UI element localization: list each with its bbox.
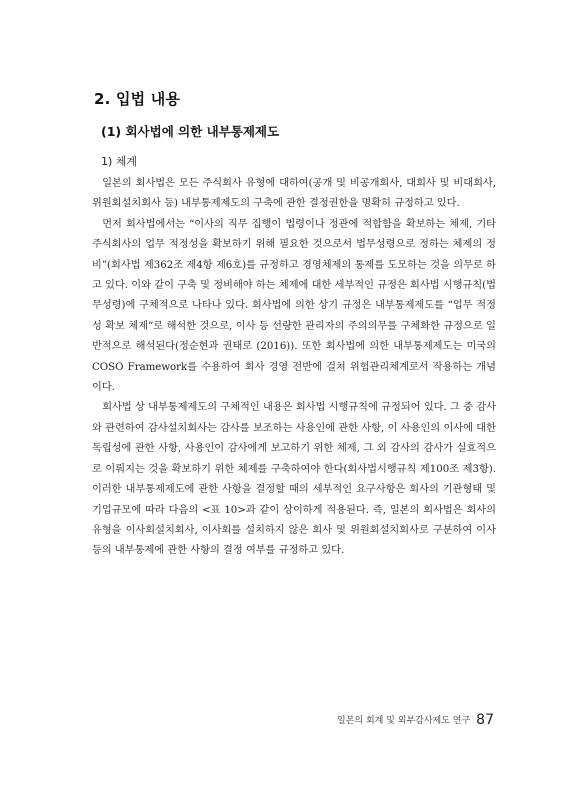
page-number: 87 [476,712,494,728]
paragraph-3: 회사법 상 내부통제제도의 구체적인 내용은 회사법 시행규칙에 규정되어 있다. 그 중 감사와 관련하여 감사설치회사는 감사를 보조하는 사용인에 관한 사항, 이 사용인의 이사에 대한 독립성에 관한 사항, 사용인이 감사에게 보고하기 위한 체제, 그 외 감사의 감사가 실효적으로 이뤄지는 것을 확보하기 위한 체제를 구축하여야 한다(회사법시행규칙 제100조 제3항). 이러한 내부통제제도에 관한 사항을 결정할 때의 세부적인 요구사항은 회사의 기관형태 및 기업규모에 따라 다음의 <표 10>과 같이 상이하게 적용된다. 즉, 일본의 회사법은 회사의 유형을 이사회설치회사, 이사회를 설치하지 않은 회사 및 위원회설치회사로 구분하여 이사 등의 내부통제에 관한 사항의 결정 여부를 규정하고 있다. [92,402,496,557]
page-footer [0,712,494,728]
running-title: 일본의 회계 및 외부감사제도 연구 [337,716,471,726]
section-heading: 2. 입법 내용 [94,90,181,108]
paragraph-2: 먼저 회사법에서는 “이사의 직무 집행이 법령이나 정관에 적합함을 확보하는 체제, 기타 주식회사의 업무 적정성을 확보하기 위해 필요한 것으로서 법무성령으로 정하는 체제의 정비”(회사법 제362조 제4항 제6호)를 규정하고 경영체제의 통제를 도모하는 것을 의무로 하고 있다. 이와 같이 구축 및 정비해야 하는 체제에 대한 세부적인 규정은 회사법 시행규칙(법무성령)에 구체적으로 나타나 있다. 회사법에 의한 상기 규정은 내부통제제도를 “업무 적정성 확보 체제”로 해석한 것으로, 이사 등 선량한 관리자의 주의의무를 구체화한 규정으로 일반적으로 해석된다(정순현과 권태로 (2016)). 또한 회사법에 의한 내부통제제도는 미국의 COSO Framework를 수용하여 회사 경영 전반에 걸쳐 위험관리체계로서 작용하는 개념이다. [92,218,496,394]
body-text [92,174,496,562]
subsection-heading: (1) 회사법에 의한 내부통제제도 [101,124,280,139]
sub-subsection-heading: 1) 체계 [101,155,138,168]
paragraph-1: 일본의 회사법은 모든 주식회사 유형에 대하여(공개 및 비공개회사, 대회사 및 비대회사, 위원회설치회사 등) 내부통제제도의 구축에 관한 결정권한을 명확히 규정하고 있다. [92,178,496,210]
